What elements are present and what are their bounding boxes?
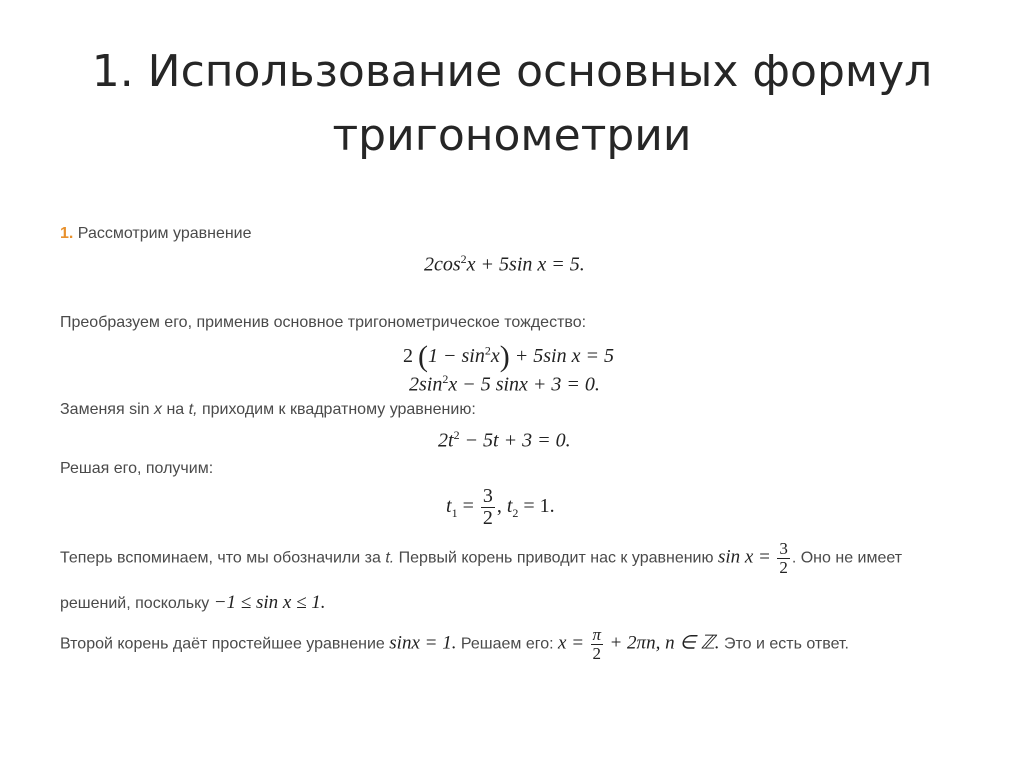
replace-text-x: x [153,401,162,418]
solve2-numerator: π [592,625,602,644]
eq1-part-a: 2cos [424,253,461,276]
eq4-exponent: 2 [453,428,460,442]
solve2-rest: + 2πn, n ∈ ℤ. [609,632,720,654]
second-root-text [60,626,849,663]
no-solution-math: −1 ≤ sin x ≤ 1. [213,592,326,613]
solve2-fraction [591,626,604,663]
root2-value: = 1. [523,495,555,518]
roots-separator: , [496,495,502,518]
roots [446,486,555,529]
eq3-exponent: 2 [442,372,449,386]
root2-var: t [506,495,513,518]
slide-title-line-2: тригонометрии [332,110,692,161]
now-eq-lhs: sin x = [717,546,771,568]
problem-intro [60,225,252,243]
now-eq-end: . Оно не имеет [791,549,903,567]
problem-intro-text: Рассмотрим уравнение [77,225,252,242]
second-root-math: sinx = 1. [389,632,457,654]
root1-var: t [446,495,452,518]
eq2-part-b: 1 − sin [428,345,485,367]
replace-text [60,401,476,419]
no-solution-text-a: решений, поскольку [60,595,210,612]
replace-text-t: t, [188,401,198,418]
eq2-right-paren: ) [499,340,510,373]
now-text-a: Теперь вспоминаем, что мы обозначили за [60,549,381,567]
equation-quadratic-t [438,428,571,453]
no-solution-text [60,592,326,614]
eq2-exponent: 2 [484,343,491,358]
problem-number: 1. [60,225,74,242]
replace-text-c: приходим к квадратному уравнению: [201,401,476,418]
now-text-t: t. [385,549,395,567]
replace-text-b: на [166,401,185,418]
solve2-lhs: x = [558,632,585,654]
answer-text: Это и есть ответ. [723,635,849,653]
solve2-denominator: 2 [592,643,602,663]
now-text [60,540,902,577]
slide-title-line-1: 1. Использование основных формул [91,46,933,97]
solve2-text: Решаем его: [460,635,554,653]
root1-equals: = [462,495,474,518]
eq1-exponent: 2 [460,252,467,266]
replace-text-a: Заменяя sin [60,401,150,418]
eq3-part-b: x − 5 sinx + 3 = 0. [448,373,600,396]
equation-original [424,252,585,277]
eq1-part-b: x + 5sin x = 5. [466,253,585,276]
eq2-part-c: x [490,345,500,367]
now-eq-numerator: 3 [779,539,788,558]
root1-subscript: 1 [451,506,458,521]
eq2-left-paren: ( [418,340,428,373]
root2-subscript: 2 [512,506,519,521]
equation-transformed [403,340,614,374]
root1-fraction [481,486,495,529]
now-eq-denominator: 2 [779,557,788,577]
now-text-b: Первый корень приводит нас к уравнению [398,549,714,567]
transform-text: Преобразуем его, применив основное тригонометрическое тождество: [60,314,587,331]
root1-numerator: 3 [482,485,493,507]
solve-text: Решая его, получим: [60,460,214,477]
eq3-part-a: 2sin [409,373,443,396]
eq2-part-a: 2 [403,345,413,367]
equation-quadratic-sin [409,372,600,397]
eq4-part-a: 2t [438,429,454,452]
root1-denominator: 2 [482,507,493,529]
eq2-part-d: + 5sin x = 5 [514,345,614,367]
eq4-part-b: − 5t + 3 = 0. [464,429,571,452]
second-root-text-a: Второй корень даёт простейшее уравнение [60,635,385,653]
now-eq-fraction [777,540,790,577]
